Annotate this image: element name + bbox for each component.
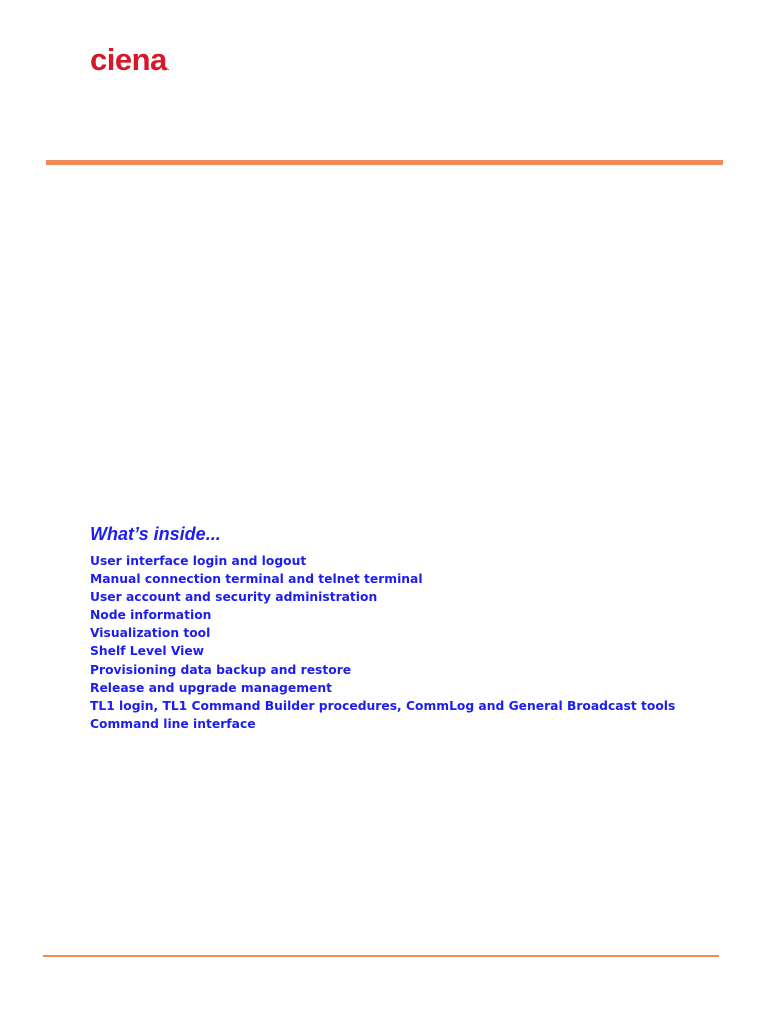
contents-list (90, 552, 730, 733)
whats-inside-heading: What’s inside... (90, 524, 221, 544)
footer-divider (43, 955, 719, 957)
contents-item-security-admin[interactable]: User account and security administration (90, 590, 378, 605)
contents-item-node-information[interactable]: Node information (90, 608, 212, 623)
contents-item-terminals[interactable]: Manual connection terminal and telnet terminal (90, 572, 423, 587)
contents-item-visualization-tool[interactable]: Visualization tool (90, 626, 211, 641)
contents-item-backup-restore[interactable]: Provisioning data backup and restore (90, 662, 352, 677)
logo-trademark: . (167, 66, 169, 72)
contents-item-login-logout[interactable]: User interface login and logout (90, 554, 307, 568)
contents-item-tl1-tools[interactable]: TL1 login, TL1 Command Builder procedures, CommLog and General Broadcast tools (90, 698, 676, 713)
ciena-logo (90, 44, 169, 75)
contents-item-release-upgrade[interactable]: Release and upgrade management (90, 680, 332, 695)
logo-text: ciena (90, 42, 167, 77)
header-divider (46, 160, 723, 165)
contents-item-shelf-level-view[interactable]: Shelf Level View (90, 644, 205, 659)
contents-item-cli[interactable]: Command line interface (90, 716, 256, 731)
whats-inside-section (90, 524, 730, 733)
